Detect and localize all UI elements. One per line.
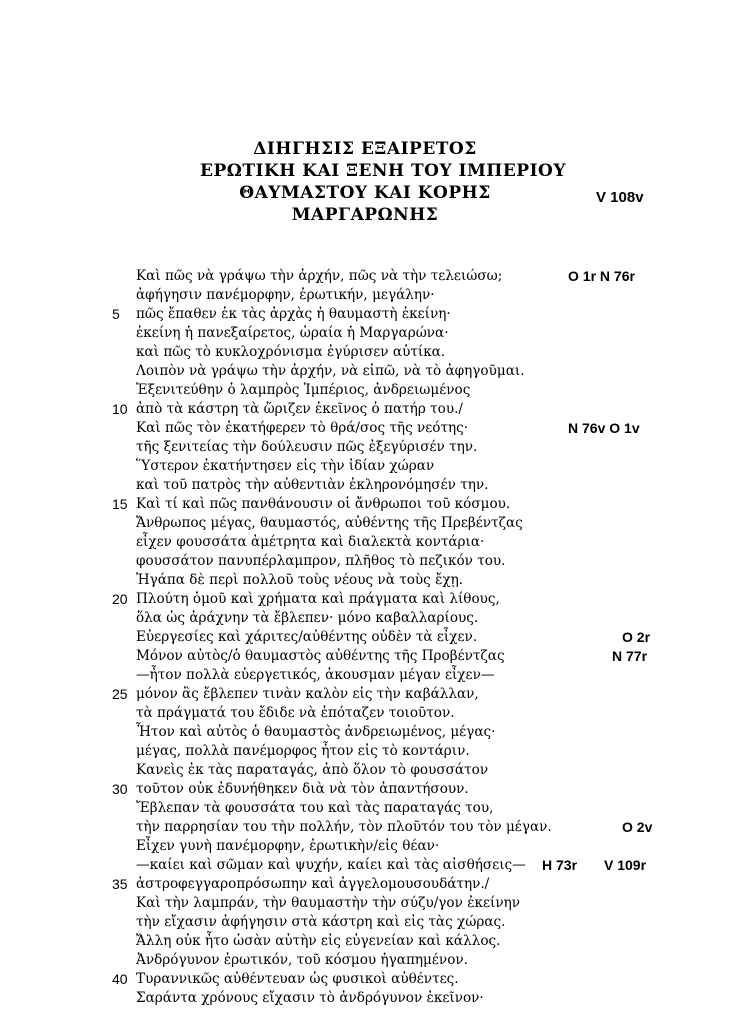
verse-line: ἀφήγησιν πανέμορφην, ἐρωτικήν, μεγάλην· (136, 287, 435, 303)
manuscript-siglum: O 2v (622, 819, 653, 835)
verse-line: ἀπὸ τὰ κάστρη τὰ ὥριζεν ἐκεῖνος ὁ πατήρ του./ (136, 401, 464, 417)
manuscript-siglum: O 1r N 76r (568, 268, 635, 284)
verse-line: Ἄλλη οὐκ ἦτο ὡσὰν αὐτὴν εἰς εὐγενείαν καὶ κάλλος. (136, 933, 501, 949)
verse-line: Ἐξενιτεύθην ὁ λαμπρὸς Ἰμπέριος, ἀνδρειωμένος (136, 382, 471, 398)
verse-line: τοῦτον οὐκ ἐδυνήθηκεν διὰ νὰ τὸν ἀπαντήσουν. (136, 781, 469, 797)
verse-line: Καὶ πῶς τὸν ἐκατήφερεν τὸ θρά/σος τῆς νεότης· (136, 420, 469, 436)
verse-line: φουσσάτον πανυπέρλαμπρον, πλῆθος τὸ πεζικόν του. (136, 553, 506, 569)
line-number: 20 (112, 591, 128, 607)
line-number: 25 (112, 686, 128, 702)
line-number: 30 (112, 781, 128, 797)
title-line: ΕΡΩΤΙΚΗ ΚΑΙ ΞΕΝΗ ΤΟΥ ΙΜΠΕΡΙΟΥ (200, 161, 566, 181)
verse-line: τὴν παρρησίαν του τὴν πολλήν, τὸν πλοῦτόν του τὸν μέγαν. (136, 819, 552, 835)
verse-line: καὶ τοῦ πατρὸς τὴν αὐθεντιὰν ἐκληρονόμησέν την. (136, 477, 489, 493)
verse-line: Ἄνθρωπος μέγας, θαυμαστός, αὐθέντης τῆς Πρεβέντζας (136, 515, 523, 531)
verse-line: τὴν εἴχασιν ἀφήγησιν στὰ κάστρη καὶ εἰς τὰς χώρας. (136, 914, 506, 930)
manuscript-siglum: N 77r (612, 648, 648, 664)
verse-line: μέγας, πολλὰ πανέμορφος ἦτον εἰς τὸ κοντάριν. (136, 743, 470, 759)
verse-line: Ἔβλεπαν τὰ φουσσάτα του καὶ τὰς παραταγάς του, (136, 800, 494, 816)
line-number: 15 (112, 496, 128, 512)
verse-line: Καὶ τί καὶ πῶς πανθάνουσιν οἱ ἄνθρωποι τοῦ κόσμου. (136, 496, 511, 512)
line-number: 40 (112, 971, 128, 987)
verse-line: Εὐεργεσίες καὶ χάριτες/αὐθέντης οὐδὲν τὰ εἶχεν. (136, 629, 478, 645)
line-number: 5 (112, 306, 120, 322)
verse-line: Λοιπὸν νὰ γράψω τὴν ἀρχήν, νὰ εἰπῶ, νὰ τὸ ἀφηγοῦμαι. (136, 363, 525, 379)
verse-line: Σαράντα χρόνους εἴχασιν τὸ ἀνδρόγυνον ἐκεῖνον· (136, 990, 484, 1006)
verse-line: Ὕστερον ἐκατήντησεν εἰς τὴν ἰδίαν χώραν (136, 458, 435, 474)
line-number: 10 (112, 401, 128, 417)
verse-line: Τυραννικῶς αὐθέντευαν ὡς φυσικοὶ αὐθέντες. (136, 971, 459, 987)
verse-line: Ἠγάπα δὲ περὶ πολλοῦ τοὺς νέους νὰ τοὺς ἔχῃ. (136, 572, 464, 588)
verse-line: Καὶ τὴν λαμπράν, τὴν θαυμαστὴν τὴν σύζυ/γον ἐκείνην (136, 895, 521, 911)
title-line: ΘΑΥΜΑΣΤΟΥ ΚΑΙ ΚΟΡΗΣ (239, 183, 491, 203)
verse-line: καὶ πῶς τὸ κυκλοχρόνισμα ἐγύρισεν αὐτίκα. (136, 344, 446, 360)
verse-line: Κανεὶς ἐκ τὰς παραταγάς, ἀπὸ ὅλον τὸ φουσσάτον (136, 762, 489, 778)
verse-line: ἀστροφεγγαροπρόσωπην καὶ ἀγγελομουσουδάτην./ (136, 876, 490, 892)
title-line: ΔΙΗΓΗΣΙΣ ΕΞΑΙΡΕΤΟΣ (253, 139, 477, 159)
verse-line: τῆς ξενιτείας τὴν δούλευσιν πῶς ἐξεγύρισέν την. (136, 439, 478, 455)
verse-line: —καίει καὶ σῶμαν καὶ ψυχήν, καίει καὶ τὰς αἰσθήσεις— (136, 857, 526, 873)
verse-line: Πλούτη ὁμοῦ καὶ χρήματα καὶ πράγματα καὶ λίθους, (136, 591, 500, 607)
line-number: 35 (112, 876, 128, 892)
verse-line: ἐκείνη ἡ πανεξαίρετος, ὡραία ἡ Μαργαρώνα· (136, 325, 449, 341)
verse-line: Ἀνδρόγυνον ἐρωτικόν, τοῦ κόσμου ἠγαπημένον. (136, 952, 468, 968)
manuscript-siglum: O 2r (622, 629, 651, 645)
verse-line: ὅλα ὡς ἀράχνην τὰ ἔβλεπεν· μόνο καβαλλαρίους. (136, 610, 479, 626)
manuscript-siglum: V 109r (604, 857, 647, 873)
verse-line: —ἦτον πολλὰ εὐεργετικός, ἀκουσμαν μέγαν εἶχεν— (136, 667, 495, 683)
verse-line: Ἦτον καὶ αὐτὸς ὁ θαυμαστὸς ἀνδρειωμένος, μέγας· (136, 724, 496, 740)
verse-line: τὰ πράγματά του ἔδιδε νὰ ἐπόταζεν τοιοῦτον. (136, 705, 455, 721)
document-title (200, 138, 566, 226)
verse-line: Εἶχεν γυνὴ πανέμορφην, ἐρωτικὴν/εἰς θέαν· (136, 838, 440, 854)
verse-line: Μόνον αὐτὸς/ὁ θαυμαστὸς αὐθέντης τῆς Προβέντζας (136, 648, 505, 664)
verse-line: μόνον ἂς ἔβλεπεν τινὰν καλὸν εἰς τὴν καβάλλαν, (136, 686, 479, 702)
manuscript-siglum-title: V 108v (596, 189, 644, 206)
verse-line: πῶς ἔπαθεν ἐκ τὰς ἀρχὰς ἡ θαυμαστὴ ἐκείνη· (136, 306, 451, 322)
verse-line: Καὶ πῶς νὰ γράψω τὴν ἀρχήν, πῶς νὰ τὴν τελειώσω; (136, 268, 503, 284)
manuscript-siglum: N 76v O 1v (568, 420, 640, 436)
title-line: ΜΑΡΓΑΡΩΝΗΣ (291, 205, 439, 225)
verse-line: εἶχεν φουσσάτα ἀμέτρητα καὶ διαλεκτὰ κοντάρια· (136, 534, 485, 550)
manuscript-siglum: H 73r (542, 857, 578, 873)
